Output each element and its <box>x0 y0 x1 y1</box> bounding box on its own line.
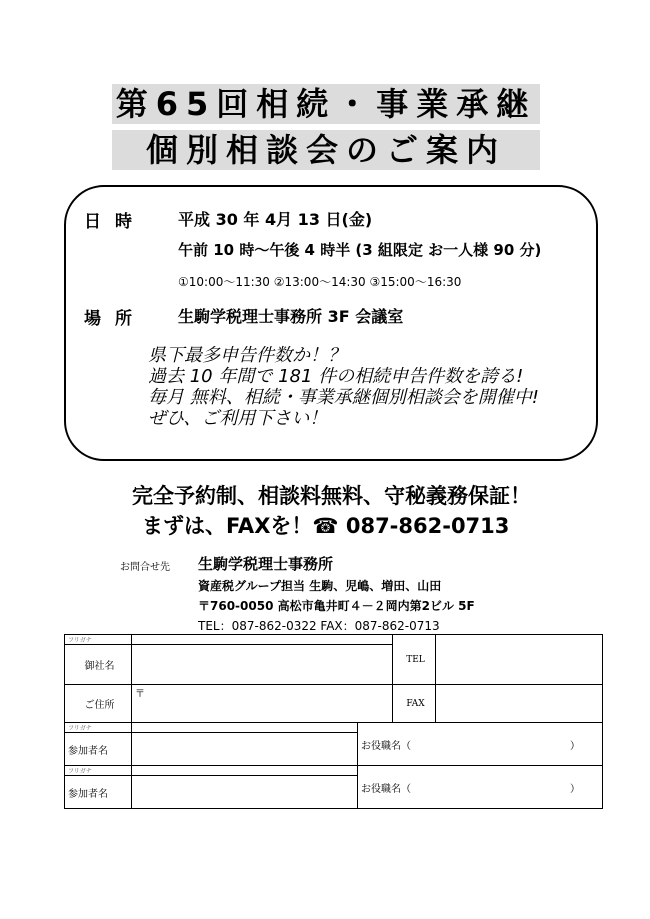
headline-line-1: 完全予約制、相談料無料、守秘義務保証！ <box>132 484 531 508</box>
fax-label: FAX <box>393 685 436 723</box>
close-paren: ） <box>570 783 580 795</box>
title-line-1: 第65回相続・事業承継 <box>112 84 540 124</box>
furigana-label: フリガナ <box>65 766 132 776</box>
company-field[interactable] <box>132 645 393 685</box>
time-slots: ①10:00～11:30 ②13:00～14:30 ③15:00～16:30 <box>178 275 462 289</box>
participant-1-field[interactable] <box>132 733 358 766</box>
place-value: 生駒学税理士事務所 3F 会議室 <box>178 307 404 326</box>
participant-1-furigana-field[interactable] <box>132 723 358 733</box>
contact-office: 生駒学税理士事務所 <box>198 555 334 573</box>
close-paren: ） <box>570 740 580 752</box>
company-furigana-field[interactable] <box>132 635 393 645</box>
tel-label: TEL <box>393 635 436 685</box>
participant-2-label: 参加者名 <box>65 776 132 809</box>
furigana-label: フリガナ <box>65 723 132 733</box>
contact-staff: 資産税グループ担当 生駒、児嶋、増田、山田 <box>198 579 442 593</box>
event-details-box <box>64 185 598 461</box>
participant-2-field[interactable] <box>132 776 358 809</box>
position-2-field[interactable] <box>358 766 603 809</box>
participant-2-furigana-field[interactable] <box>132 766 358 776</box>
application-form <box>64 634 603 809</box>
contact-label: お問合せ先 <box>120 562 170 573</box>
tel-field[interactable] <box>436 635 603 685</box>
position-label: お役職名（ <box>361 783 411 795</box>
title-line-2: 個別相談会のご案内 <box>112 130 540 170</box>
fax-field[interactable] <box>436 685 603 723</box>
contact-address: 〒760-0050 高松市亀井町４－２岡内第2ビル 5F <box>198 599 475 613</box>
date-label: 日時 <box>84 212 146 232</box>
promo-line: ぜひ、ご利用下さい！ <box>148 408 328 429</box>
company-label: 御社名 <box>65 645 132 685</box>
address-label: ご住所 <box>65 685 132 723</box>
headline-line-2: まずは、FAXを！☎ 087-862-0713 <box>142 514 510 538</box>
promo-line: 過去 10 年間で 181 件の相続申告件数を誇る! <box>148 366 524 387</box>
promo-message <box>148 345 539 429</box>
postal-mark: 〒 <box>135 689 145 700</box>
address-field[interactable] <box>132 685 393 723</box>
date-value: 平成 30 年 4月 13 日(金) <box>178 210 373 229</box>
position-label: お役職名（ <box>361 740 411 752</box>
participant-1-label: 参加者名 <box>65 733 132 766</box>
promo-line: 毎月 無料、相続・事業承継個別相談会を開催中! <box>148 387 539 408</box>
promo-line: 県下最多申告件数か！？ <box>148 345 346 366</box>
furigana-label: フリガナ <box>65 635 132 645</box>
time-value: 午前 10 時～午後 4 時半 (3 組限定 お一人様 90 分) <box>178 241 542 259</box>
contact-phones: TEL：087-862-0322 FAX：087-862-0713 <box>198 619 440 633</box>
position-1-field[interactable] <box>358 723 603 766</box>
place-label: 場所 <box>84 309 146 329</box>
